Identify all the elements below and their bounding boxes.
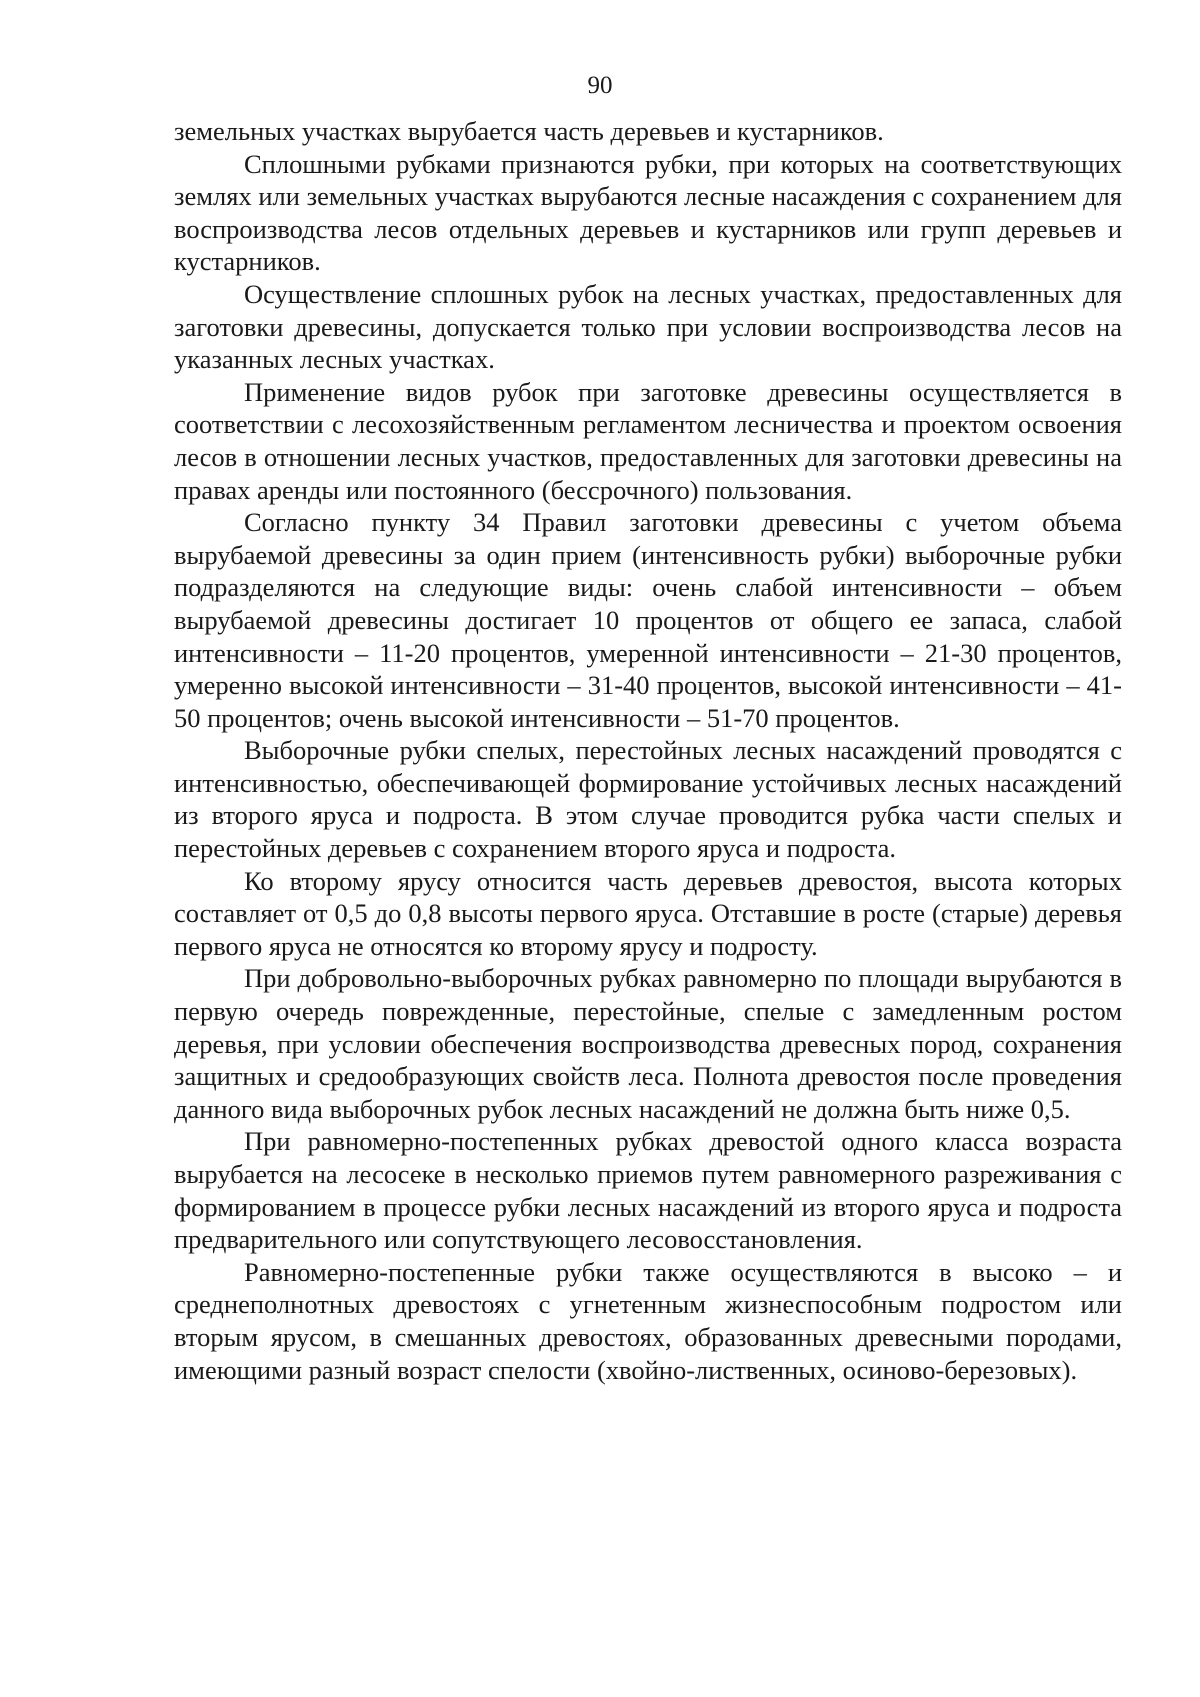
paragraph-uniform-gradual-cutting: При равномерно-постепенных рубках древостой одного класса возраста вырубается на лесосеке в несколько приемов путем равномерного разреживания с формированием в процессе рубки лесных насаждений из второго яруса и подроста предварительного или сопутствующего лесовосстановления. — [174, 1126, 1122, 1255]
paragraph-cutting-intensity: Согласно пункту 34 Правил заготовки древесины с учетом объема вырубаемой древесины за один прием (интенсивность рубки) выборочные рубки подразделяются на следующие виды: очень слабой интенсивности – объем вырубаемой древесины достигает 10 процентов от общего ее запаса, слабой интенсивности – 11-20 процентов, умеренной интенсивности – 21-30 процентов, умеренно высокой интенсивности – 31-40 процентов, высокой интенсивности – 41-50 процентов; очень высокой интенсивности – 51-70 процентов. — [174, 507, 1122, 733]
paragraph-continued: земельных участках вырубается часть деревьев и кустарников. — [174, 116, 884, 146]
page-number: 90 — [587, 72, 613, 99]
paragraph-selective-cutting-mature: Выборочные рубки спелых, перестойных лесных насаждений проводятся с интенсивностью, обеспечивающей формирование устойчивых лесных насаждений из второго яруса и подроста. В этом случае проводится рубка части спелых и перестойных деревьев с сохранением второго яруса и подроста. — [174, 735, 1122, 864]
paragraph-clear-cutting-conditions: Осуществление сплошных рубок на лесных участках, предоставленных для заготовки древесины, допускается только при условии воспроизводства лесов на указанных лесных участках. — [174, 278, 1122, 375]
document-body — [174, 115, 1122, 1386]
paragraph-voluntary-selective-cutting: При добровольно-выборочных рубках равномерно по площади вырубаются в первую очередь поврежденные, перестойные, спелые с замедленным ростом деревья, при условии обеспечения воспроизводства древесных пород, сохранения защитных и средообразующих свойств леса. Полнота древостоя после проведения данного вида выборочных рубок лесных насаждений не должна быть ниже 0,5. — [174, 963, 1122, 1124]
paragraph-second-tier: Ко второму ярусу относится часть деревьев древостоя, высота которых составляет от 0,5 до 0,8 высоты первого яруса. Отставшие в росте (старые) деревья первого яруса не относятся ко второму ярусу и подросту. — [174, 865, 1122, 961]
paragraph-uniform-gradual-cutting-scope: Равномерно-постепенные рубки также осуществляются в высоко – и среднеполнотных древостоях с угнетенным жизнеспособным подростом или вторым ярусом, в смешанных древостоях, образованных древесными породами, имеющими разный возраст спелости (хвойно-лиственных, осиново-березовых). — [174, 1256, 1122, 1385]
paragraph-cutting-types-application: Применение видов рубок при заготовке древесины осуществляется в соответствии с лесохозяйственным регламентом лесничества и проектом освоения лесов в отношении лесных участков, предоставленных для заготовки древесины на правах аренды или постоянного (бессрочного) пользования. — [174, 376, 1122, 505]
paragraph-clear-cutting-definition: Сплошными рубками признаются рубки, при которых на соответствующих землях или земельных участках вырубаются лесные насаждения с сохранением для воспроизводства лесов отдельных деревьев и кустарников или групп деревьев и кустарников. — [174, 148, 1122, 277]
